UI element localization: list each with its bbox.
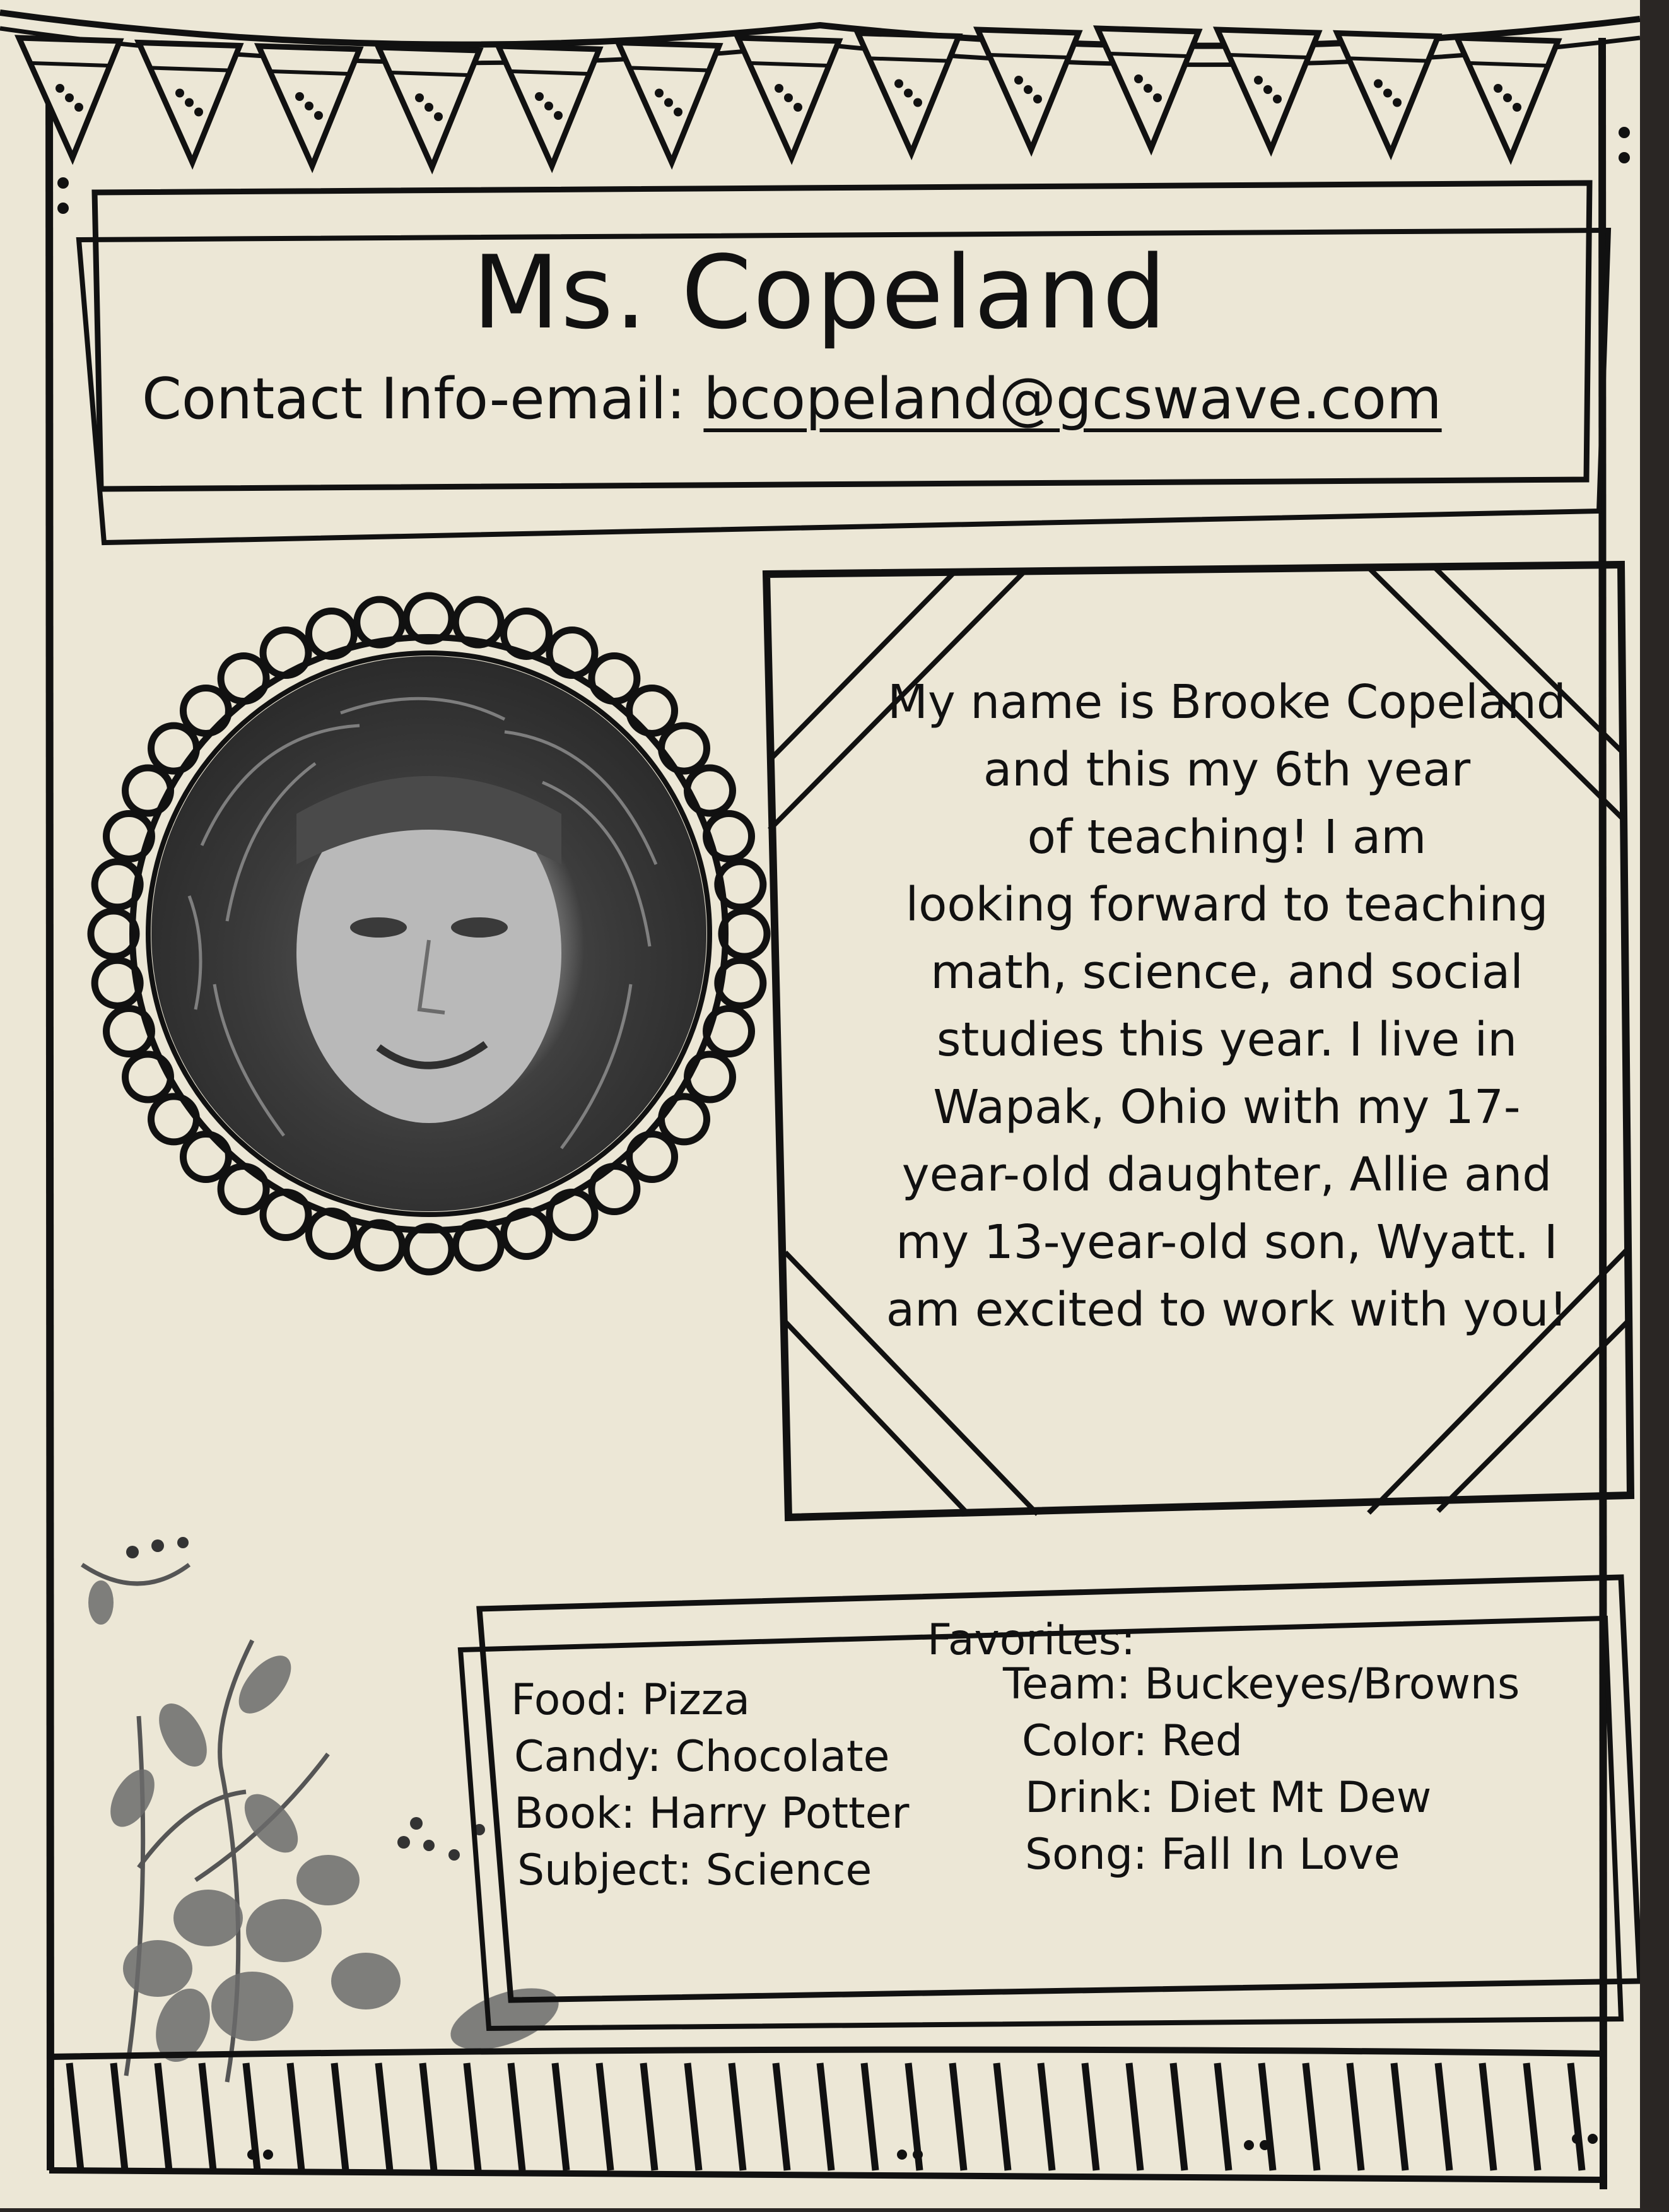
bio-text — [826, 669, 1627, 1344]
bottom-stripe-border — [0, 2019, 1640, 2208]
bio-line: My name is Brooke Copeland — [887, 675, 1566, 729]
contact-email-link[interactable]: bcopeland@gcswave.com — [703, 366, 1442, 432]
bio-line: math, science, and social — [930, 945, 1523, 999]
bio-line: of teaching! I am — [1027, 810, 1427, 864]
favorites-heading: Favorites: — [927, 1615, 1136, 1665]
contact-label: Contact Info-email: — [142, 366, 686, 432]
bio-line: and this my 6th year — [983, 743, 1471, 797]
bio-line: looking forward to teaching — [905, 878, 1549, 932]
favorite-item: Color: Red — [1022, 1716, 1243, 1766]
favorite-item: Drink: Diet Mt Dew — [1025, 1773, 1432, 1823]
page-title: Ms. Copeland — [472, 233, 1168, 351]
favorite-item: Candy: Chocolate — [514, 1732, 890, 1782]
favorite-item: Subject: Science — [517, 1845, 872, 1895]
bio-line: my 13-year-old son, Wyatt. I — [896, 1215, 1558, 1269]
teacher-photo — [151, 656, 706, 1211]
bio-line: studies this year. I live in — [936, 1013, 1518, 1067]
favorite-item: Song: Fall In Love — [1025, 1830, 1400, 1880]
hair-texture — [151, 656, 706, 1211]
favorite-item: Food: Pizza — [511, 1675, 751, 1725]
contact-line — [142, 366, 1442, 432]
bio-line: Wapak, Ohio with my 17- — [933, 1080, 1521, 1134]
favorite-item: Book: Harry Potter — [514, 1789, 910, 1838]
favorite-item: Team: Buckeyes/Browns — [1003, 1659, 1520, 1709]
bio-line: am excited to work with you! — [886, 1283, 1568, 1337]
bio-line: year-old daughter, Allie and — [901, 1148, 1552, 1202]
